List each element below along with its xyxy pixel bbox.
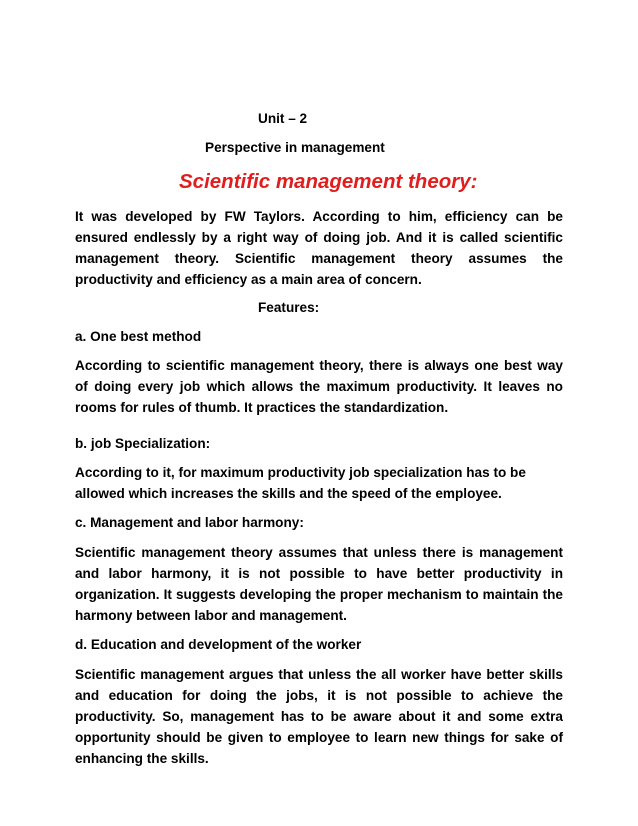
subtitle: Perspective in management [205, 140, 385, 155]
page-title: Scientific management theory: [179, 170, 478, 193]
section-body-job-specialization: According to it, for maximum productivity job specialization has to be allowed which increases the skills and the speed of the employee. [75, 465, 526, 501]
section-body-labor-harmony: Scientific management theory assumes that unless there is management and labor harmony, it is not possible to have better productivity in organization. It suggests developing the proper mechanism to maintain the harmony between labor and management. [75, 545, 563, 623]
section-heading-labor-harmony: c. Management and labor harmony: [75, 515, 304, 530]
section-heading-education: d. Education and development of the worker [75, 637, 362, 652]
section-heading-one-best-method: a. One best method [75, 329, 202, 344]
features-heading: Features: [258, 300, 320, 315]
section-body-one-best-method: According to scientific management theory, there is always one best way of doing every job which allows the maximum productivity. It leaves no rooms for rules of thumb. It practices the standardization. [75, 358, 563, 415]
section-heading-job-specialization: b. job Specialization: [75, 436, 211, 451]
intro-paragraph: It was developed by FW Taylors. According to him, efficiency can be ensured endlessly by a right way of doing job. And it is called scientific management theory. Scientific management theory assumes the productivity and efficiency as a main area of concern. [75, 209, 563, 287]
unit-heading: Unit – 2 [258, 111, 308, 126]
section-body-education: Scientific management argues that unless the all worker have better skills and education for doing the jobs, it is not possible to achieve the productivity. So, management has to be aware about it and some extra opportunity should be given to employee to learn new things for sake of enhancing the skills. [75, 667, 563, 766]
